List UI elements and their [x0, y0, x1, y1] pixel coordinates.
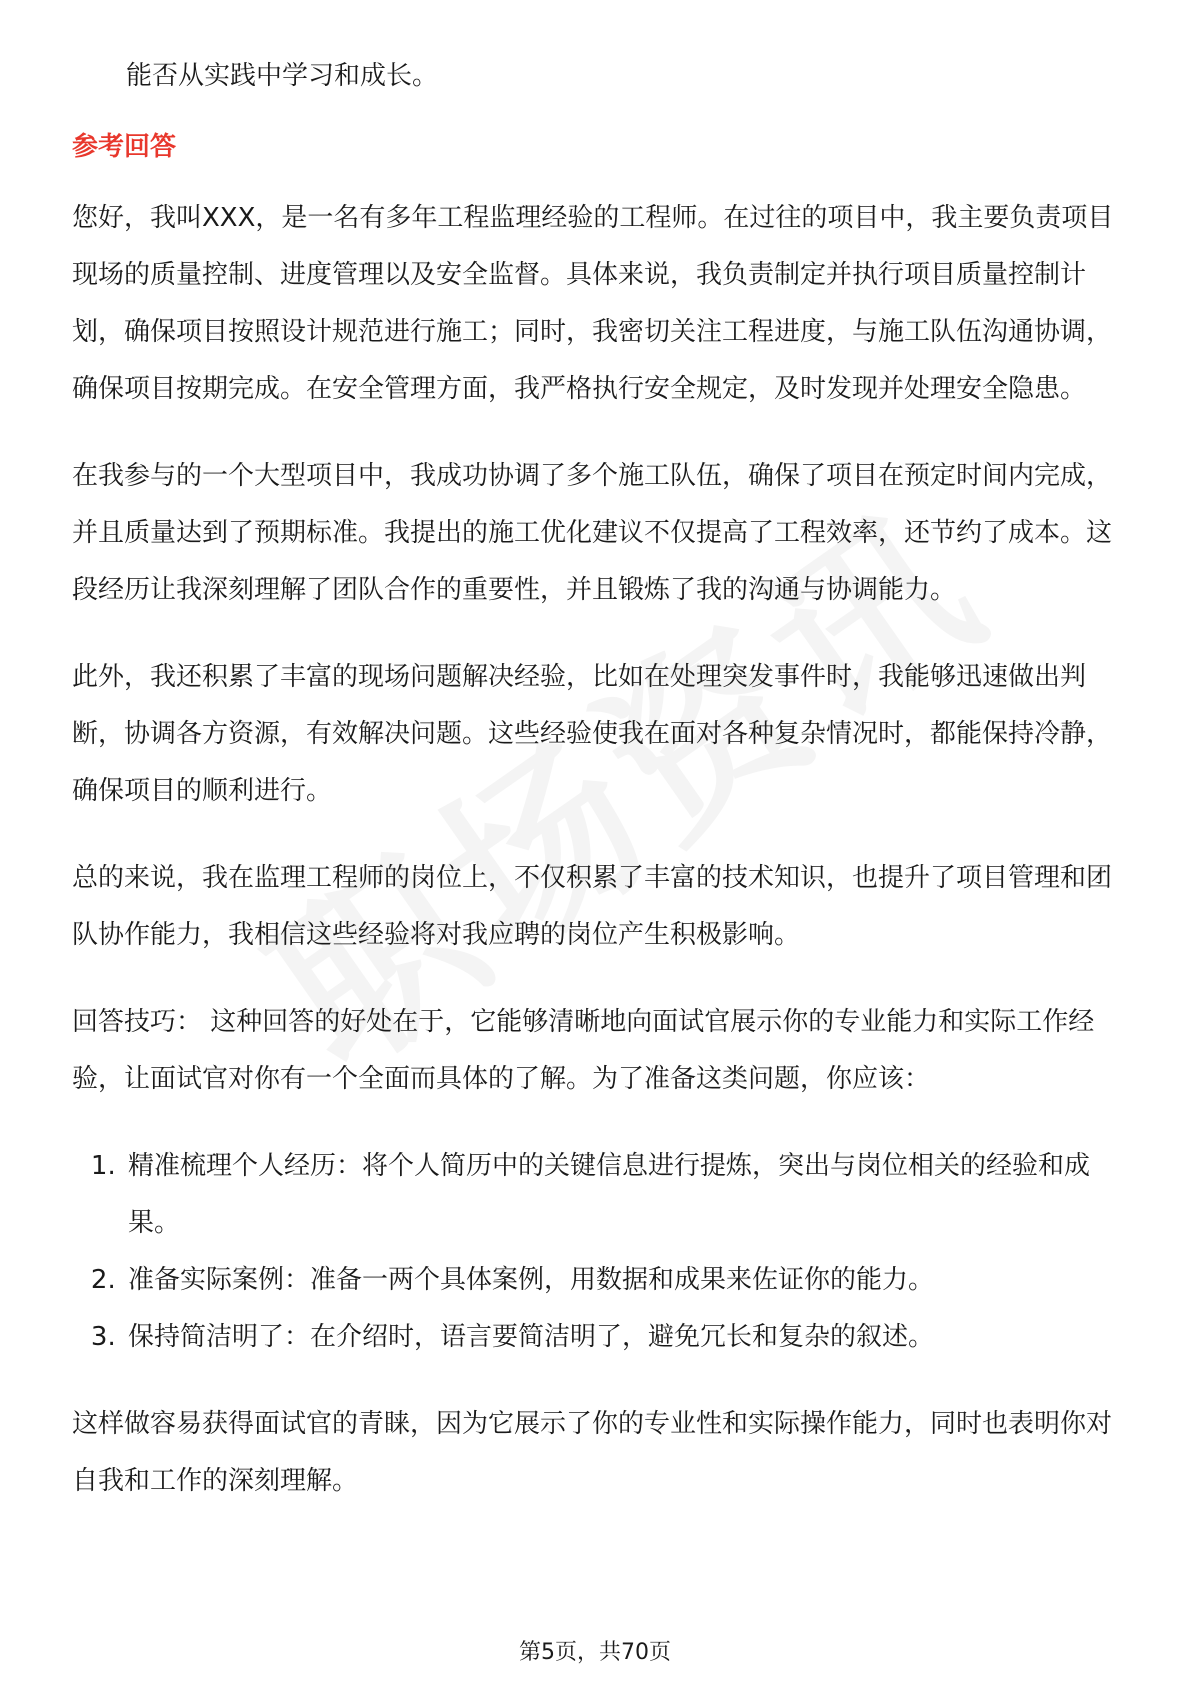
content [72, 48, 1122, 1540]
paragraph-intro: 您好，我叫XXX，是一名有多年工程监理经验的工程师。在过往的项目中，我主要负责项目现场的质量控制、进度管理以及安全监督。具体来说，我负责制定并执行项目质量控制计划，确保项目按照设计规范进行施工；同时，我密切关注工程进度，与施工队伍沟通协调，确保项目按期完成。在安全管理方面，我严格执行安全规定，及时发现并处理安全隐患。 [72, 203, 1114, 404]
answer-heading: 参考回答 [72, 132, 177, 162]
paragraph-summary: 总的来说，我在监理工程师的岗位上，不仅积累了丰富的技术知识，也提升了项目管理和团队协作能力，我相信这些经验将对我应聘的岗位产生积极影响。 [72, 863, 1113, 950]
paragraph-project: 在我参与的一个大型项目中，我成功协调了多个施工队伍，确保了项目在预定时间内完成，并且质量达到了预期标准。我提出的施工优化建议不仅提高了工程效率，还节约了成本。这段经历让我深刻理解了团队合作的重要性，并且锻炼了我的沟通与协调能力。 [72, 461, 1113, 605]
intro-tail: 能否从实践中学习和成长。 [126, 61, 439, 91]
paragraph-closing: 这样做容易获得面试官的青睐，因为它展示了你的专业性和实际操作能力，同时也表明你对自我和工作的深刻理解。 [72, 1409, 1113, 1496]
tip-item: 1. 精准梳理个人经历：将个人简历中的关键信息进行提炼，突出与岗位相关的经验和成果。 [124, 1138, 1122, 1252]
tip-item: 2. 准备实际案例：准备一两个具体案例，用数据和成果来佐证你的能力。 [124, 1252, 1122, 1309]
paragraph-experience: 此外，我还积累了丰富的现场问题解决经验，比如在处理突发事件时，我能够迅速做出判断，协调各方资源，有效解决问题。这些经验使我在面对各种复杂情况时，都能保持冷静，确保项目的顺利进行。 [72, 662, 1113, 806]
tips-list [72, 1138, 1122, 1366]
page-number: 第5页，共70页 [519, 1640, 671, 1665]
paragraph-tips-intro: 回答技巧： 这种回答的好处在于，它能够清晰地向面试官展示你的专业能力和实际工作经验，让面试官对你有一个全面而具体的了解。为了准备这类问题，你应该： [72, 1007, 1095, 1094]
tip-item: 3. 保持简洁明了：在介绍时，语言要简洁明了，避免冗长和复杂的叙述。 [124, 1309, 1122, 1366]
